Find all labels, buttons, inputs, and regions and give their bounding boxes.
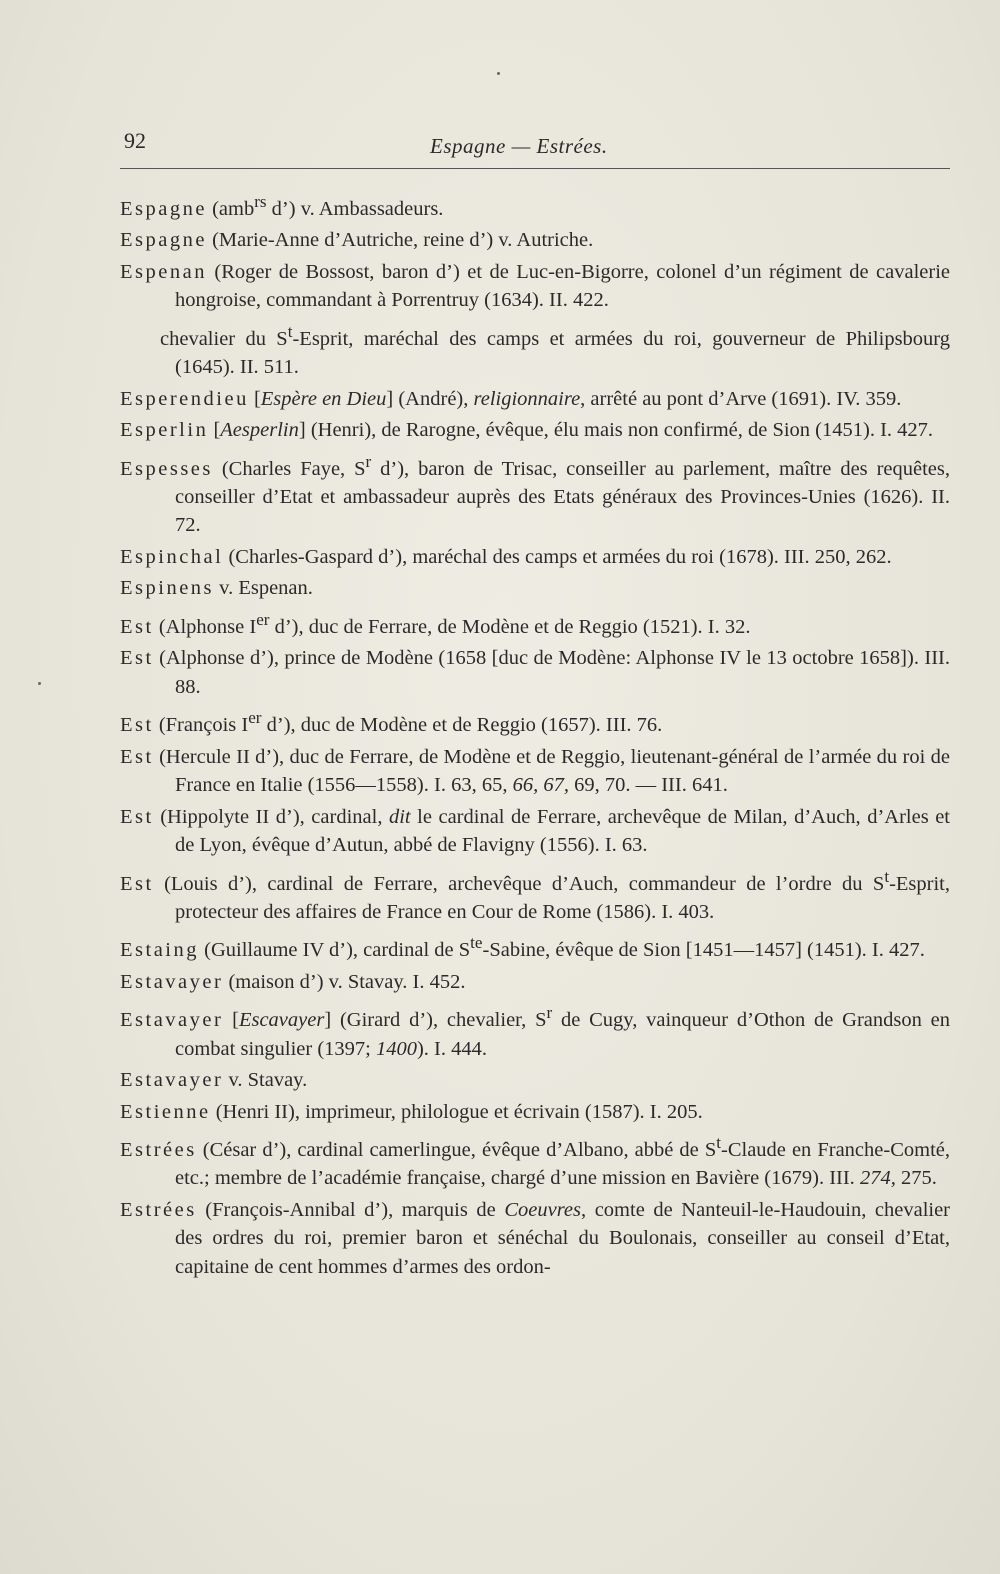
- entry-headword: Esperlin: [120, 419, 209, 442]
- index-entry: Espenan (Roger de Bossost, baron d’) et de Luc-en-Bigorre, colonel d’un régiment de cavalerie hongroise, commandant à Porrentruy (1634). II. 422.: [120, 260, 950, 312]
- index-entry: Est (Hercule II d’), duc de Ferrare, de Modène et de Reggio, lieutenant-général de l’armée du roi de France en Italie (1556—1558). I. 63, 65, 66, 67, 69, 70. — III. 641.: [120, 745, 950, 797]
- index-entry: Estavayer v. Stavay.: [120, 1069, 308, 1092]
- entry-headword: Espagne: [120, 197, 207, 220]
- entry-headword: Espinens: [120, 577, 215, 600]
- entry-headword: Est: [120, 745, 154, 768]
- index-entry: Esperendieu [Espère en Dieu] (André), religionnaire, arrêté au pont d’Arve (1691). IV. 359.: [120, 387, 902, 410]
- running-head: Espagne — Estrées.: [430, 134, 608, 158]
- index-entry: Estienne (Henri II), imprimeur, philologue et écrivain (1587). I. 205.: [120, 1100, 703, 1123]
- index-entry: Esperlin [Aesperlin] (Henri), de Rarogne, évêque, élu mais non confirmé, de Sion (1451). I. 427.: [120, 419, 934, 442]
- index-entry: Espinchal (Charles-Gaspard d’), maréchal des camps et armées du roi (1678). III. 250, 262.: [120, 545, 892, 568]
- entry-headword: Estienne: [120, 1100, 211, 1123]
- index-entry: Espagne (Marie-Anne d’Autriche, reine d’) v. Autriche.: [120, 229, 594, 252]
- entry-headword: Espagne: [120, 229, 207, 252]
- index-entry: Est (Hippolyte II d’), cardinal, dit le cardinal de Ferrare, archevêque de Milan, d’Auch, d’Arles et de Lyon, évêque d’Autun, abbé de Flavigny (1556). I. 63.: [120, 805, 951, 857]
- index-entry: Estaing (Guillaume IV d’), cardinal de $S^{te}$-Sabine, évêque de Sion [1451—1457] (1451). I. 427.: [120, 933, 925, 962]
- page-header: [120, 128, 950, 169]
- entry-headword: Est: [120, 647, 154, 670]
- paper-speck: [497, 72, 500, 75]
- index-entry: Espagne (amb$^{rs}$ d’) v. Ambassadeurs.: [120, 192, 444, 220]
- index-entries: [120, 188, 950, 1284]
- entry-headword: Est: [120, 714, 154, 737]
- index-entry: Estavayer [Escavayer] (Girard d’), chevalier, $S^r$ de Cugy, vainqueur d’Othon de Grandson en combat singulier (1397; 1400). I. 444.: [120, 1003, 950, 1060]
- index-entry: Estavayer (maison d’) v. Stavay. I. 452.: [120, 970, 466, 993]
- entry-headword: Est: [120, 615, 154, 638]
- entry-headword: Estrées: [120, 1138, 197, 1161]
- entry-headword: Estavayer: [120, 970, 224, 993]
- index-entry: Estrées (César d’), cardinal camerlingue, évêque d’Albano, abbé de $S^t$-Claude en Franche-Comté, etc.; membre de l’académie française, chargé d’une mission en Bavière (1679). III. 274, 275.: [120, 1133, 950, 1190]
- index-entry: Est (Louis d’), cardinal de Ferrare, archevêque d’Auch, commandeur de l’ordre du $S^t$-Esprit, protecteur des affaires de France en Cour de Rome (1586). I. 403.: [120, 866, 950, 923]
- index-entry: Espesses (Charles Faye, $S^r$ d’), baron de Trisac, conseiller au parlement, maître des requêtes, conseiller d’Etat et ambassadeur auprès des Etats généraux des Provinces-Unies (1626). II. 72.: [120, 451, 950, 537]
- entry-headword: Est: [120, 805, 154, 828]
- entry-headword: Estavayer: [120, 1069, 224, 1092]
- entry-headword: Espenan: [120, 260, 207, 283]
- entry-headword: Esperendieu: [120, 387, 249, 410]
- index-subentry: chevalier du $S^t$-Esprit, maréchal des camps et armées du roi, gouverneur de Philipsbourg (1645). II. 511.: [160, 321, 951, 379]
- index-entry: Est (Alphonse Ier d’), duc de Ferrare, de Modène et de Reggio (1521). I. 32.: [120, 609, 751, 638]
- page-number: 92: [124, 128, 146, 153]
- index-entry: Est (François Ier d’), duc de Modène et de Reggio (1657). III. 76.: [120, 708, 663, 737]
- index-entry: Est (Alphonse d’), prince de Modène (1658 [duc de Modène: Alphonse IV le 13 octobre 1658]). III. 88.: [120, 647, 950, 698]
- index-entry: Estrées (François-Annibal d’), marquis de Coeuvres, comte de Nanteuil-le-Haudouin, chevalier des ordres du roi, premier baron et sénéchal du Boulonais, conseiller au conseil d’Etat, capitaine de cent hommes d’armes des ordon-: [120, 1198, 951, 1278]
- entry-headword: Espesses: [120, 457, 213, 480]
- entry-headword: Espinchal: [120, 545, 224, 568]
- entry-headword: Est: [120, 872, 154, 895]
- entry-headword: Estavayer: [120, 1009, 224, 1032]
- entry-headword: Estaing: [120, 939, 199, 962]
- paper-speck: [38, 682, 41, 685]
- entry-headword: Estrées: [120, 1198, 197, 1221]
- index-entry: Espinens v. Espenan.: [120, 577, 313, 600]
